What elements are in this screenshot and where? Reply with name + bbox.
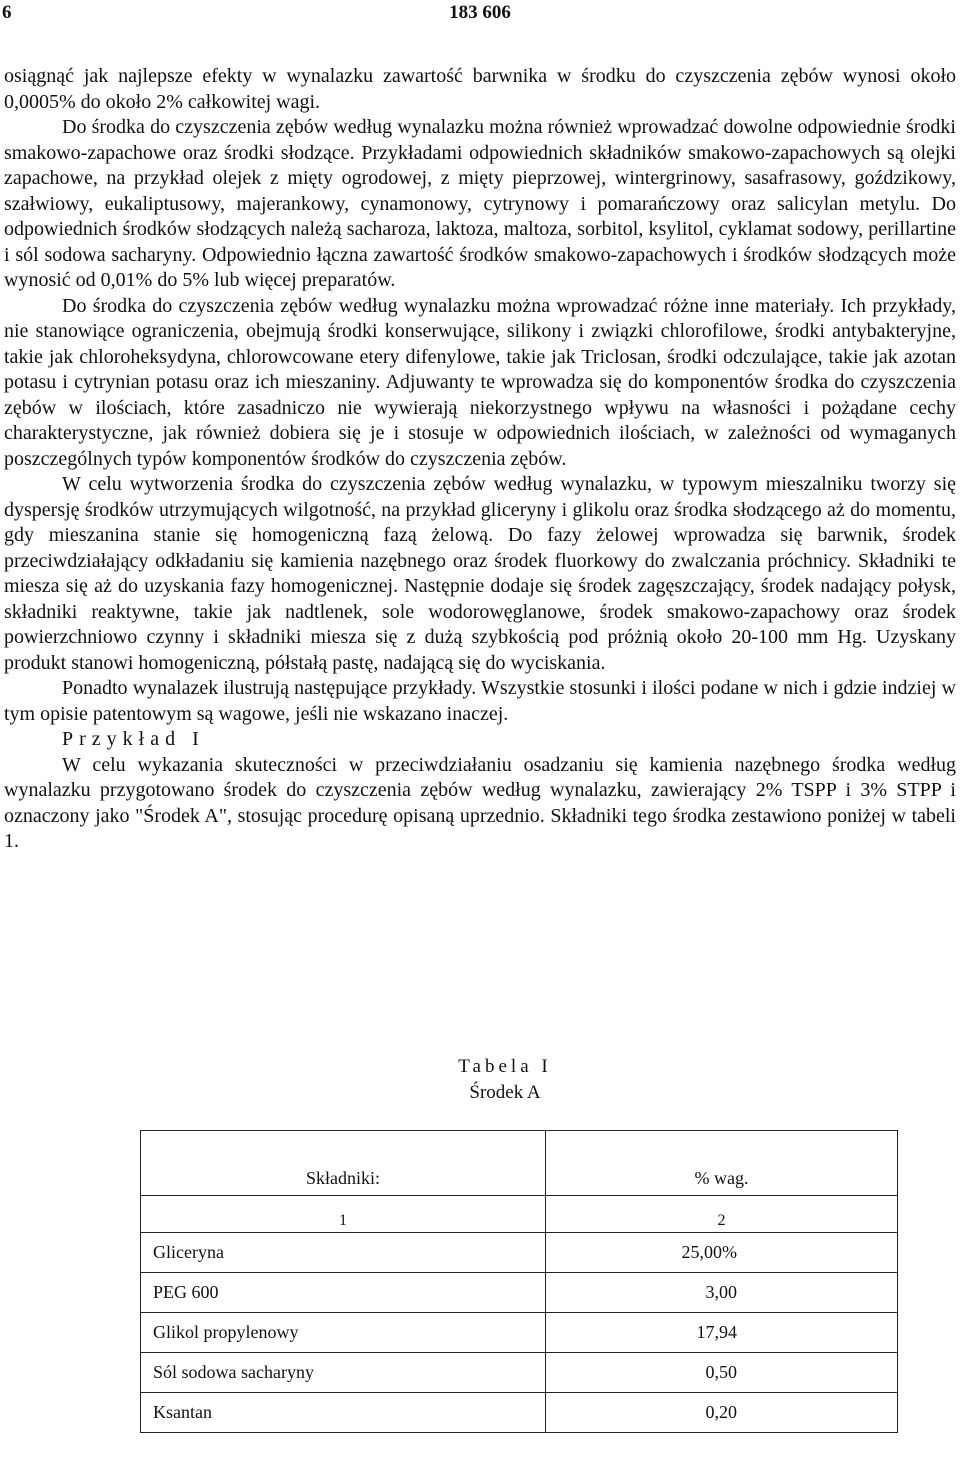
body-text [4,64,956,855]
ingredient-name: Ksantan [141,1393,546,1433]
paragraph: Do środka do czyszczenia zębów według wynalazku można wprowadzać różne inne materiały. Ich przykłady, nie stanowiące ograniczenia, obejmują środki konserwujące, silikony i związki chlorofilowe, środki antybakteryjne, takie jak chloroheksydyna, chlorowcowane etery difenylowe, takie jak Triclosan, środki odczulające, takie jak azotan potasu i cytrynian potasu oraz ich mieszaniny. Adjuwanty te wprowadza się do komponentów środka do czyszczenia zębów w ilościach, które zasadniczo nie wywierają niekorzystnego wpływu na własności i pożądane cechy charakterystyczne, jak również dobiera się je i stosuje w odpowiednich ilościach, w zależności od wymaganych poszczególnych typów komponentów środków do czyszczenia zębów. [4,294,956,470]
ingredient-amount: 25,00% [546,1233,898,1273]
ingredient-name: PEG 600 [141,1273,546,1313]
paragraph: osiągnąć jak najlepsze efekty w wynalazku zawartość barwnika w środku do czyszczenia zębów wynosi około 0,0005% do około 2% całkowitej wagi. [4,65,956,113]
column-header: Składniki: [141,1131,546,1196]
table-row [141,1313,898,1353]
paragraph: W celu wykazania skuteczności w przeciwdziałaniu osadzaniu się kamienia nazębnego środka według wynalazku przygotowano środek do czyszczenia zębów według wynalazku, zawierający 2% TSPP i 3% STPP i oznaczony jako "Środek A", stosując procedurę opisaną uprzednio. Składniki tego środka zestawiono poniżej w tabeli 1. [4,753,956,852]
paragraph: Do środka do czyszczenia zębów według wynalazku można również wprowadzać dowolne odpowiednie środki smakowo-zapachowe oraz środki słodzące. Przykładami odpowiednich składników smakowo-zapachowych są olejki zapachowe, na przykład olejek z mięty ogrodowej, z mięty pieprzowej, wintergrinowy, sasafrasowy, goździkowy, szałwiowy, eukaliptusowy, majerankowy, cynamonowy, cytrynowy i pomarańczowy oraz salicylan metylu. Do odpowiednich środków słodzących należą sacharoza, laktoza, maltoza, sorbitol, ksylitol, cyklamat sodowy, perillartine i sól sodowa sacharyny. Odpowiednio łączna zawartość środków smakowo-zapachowych i środków słodzących może wynosić od 0,01% do 5% lub więcej preparatów. [4,116,956,291]
ingredient-name: Glikol propylenowy [141,1313,546,1353]
table-row [141,1353,898,1393]
page-number: 6 [2,2,12,23]
ingredient-name: Sól sodowa sacharyny [141,1353,546,1393]
ingredient-amount: 3,00 [546,1273,898,1313]
ingredient-name: Gliceryna [141,1233,546,1273]
column-header: % wag. [546,1131,898,1196]
table-column-number-row [141,1196,898,1233]
table-row [141,1393,898,1433]
table-subcaption: Środek A [469,1082,541,1103]
paragraph: W celu wytworzenia środka do czyszczenia zębów według wynalazku, w typowym mieszalniku tworzy się dyspersję środków utrzymujących wilgotność, na przykład gliceryny i glikolu oraz środka słodzącego aż do momentu, gdy mieszanina stanie się homogeniczną fazą żelową. Do fazy żelowej wprowadza się barwnik, środek przeciwdziałający odkładaniu się kamienia nazębnego oraz środek fluorkowy do zwalczania próchnicy. Składniki te miesza się aż do uzyskania fazy homogenicznej. Następnie dodaje się środek zagęszczający, środek nadający połysk, składniki reaktywne, takie jak nadtlenek, sole wodorowęglanowe, środek smakowo-zapachowy oraz środek powierzchniowo czynny i składniki miesza się z dużą szybkością pod próżnią około 20-100 mm Hg. Uzyskany produkt stanowi homogeniczną, półstałą pastę, nadającą się do wyciskania. [4,473,956,674]
column-number: 1 [141,1196,546,1233]
table-row [141,1233,898,1273]
example-heading: Przykład I [62,728,205,750]
table-row [141,1273,898,1313]
ingredient-amount: 0,20 [546,1393,898,1433]
ingredient-amount: 17,94 [546,1313,898,1353]
table-header-row [141,1131,898,1196]
document-number: 183 606 [449,2,511,23]
page-header [0,0,960,30]
ingredients-table [140,1130,898,1433]
column-number: 2 [546,1196,898,1233]
table-caption: Tabela I [458,1056,552,1077]
paragraph: Ponadto wynalazek ilustrują następujące przykłady. Wszystkie stosunki i ilości podane w nich i gdzie indziej w tym opisie patentowym są wagowe, jeśli nie wskazano inaczej. [4,677,956,725]
ingredient-amount: 0,50 [546,1353,898,1393]
